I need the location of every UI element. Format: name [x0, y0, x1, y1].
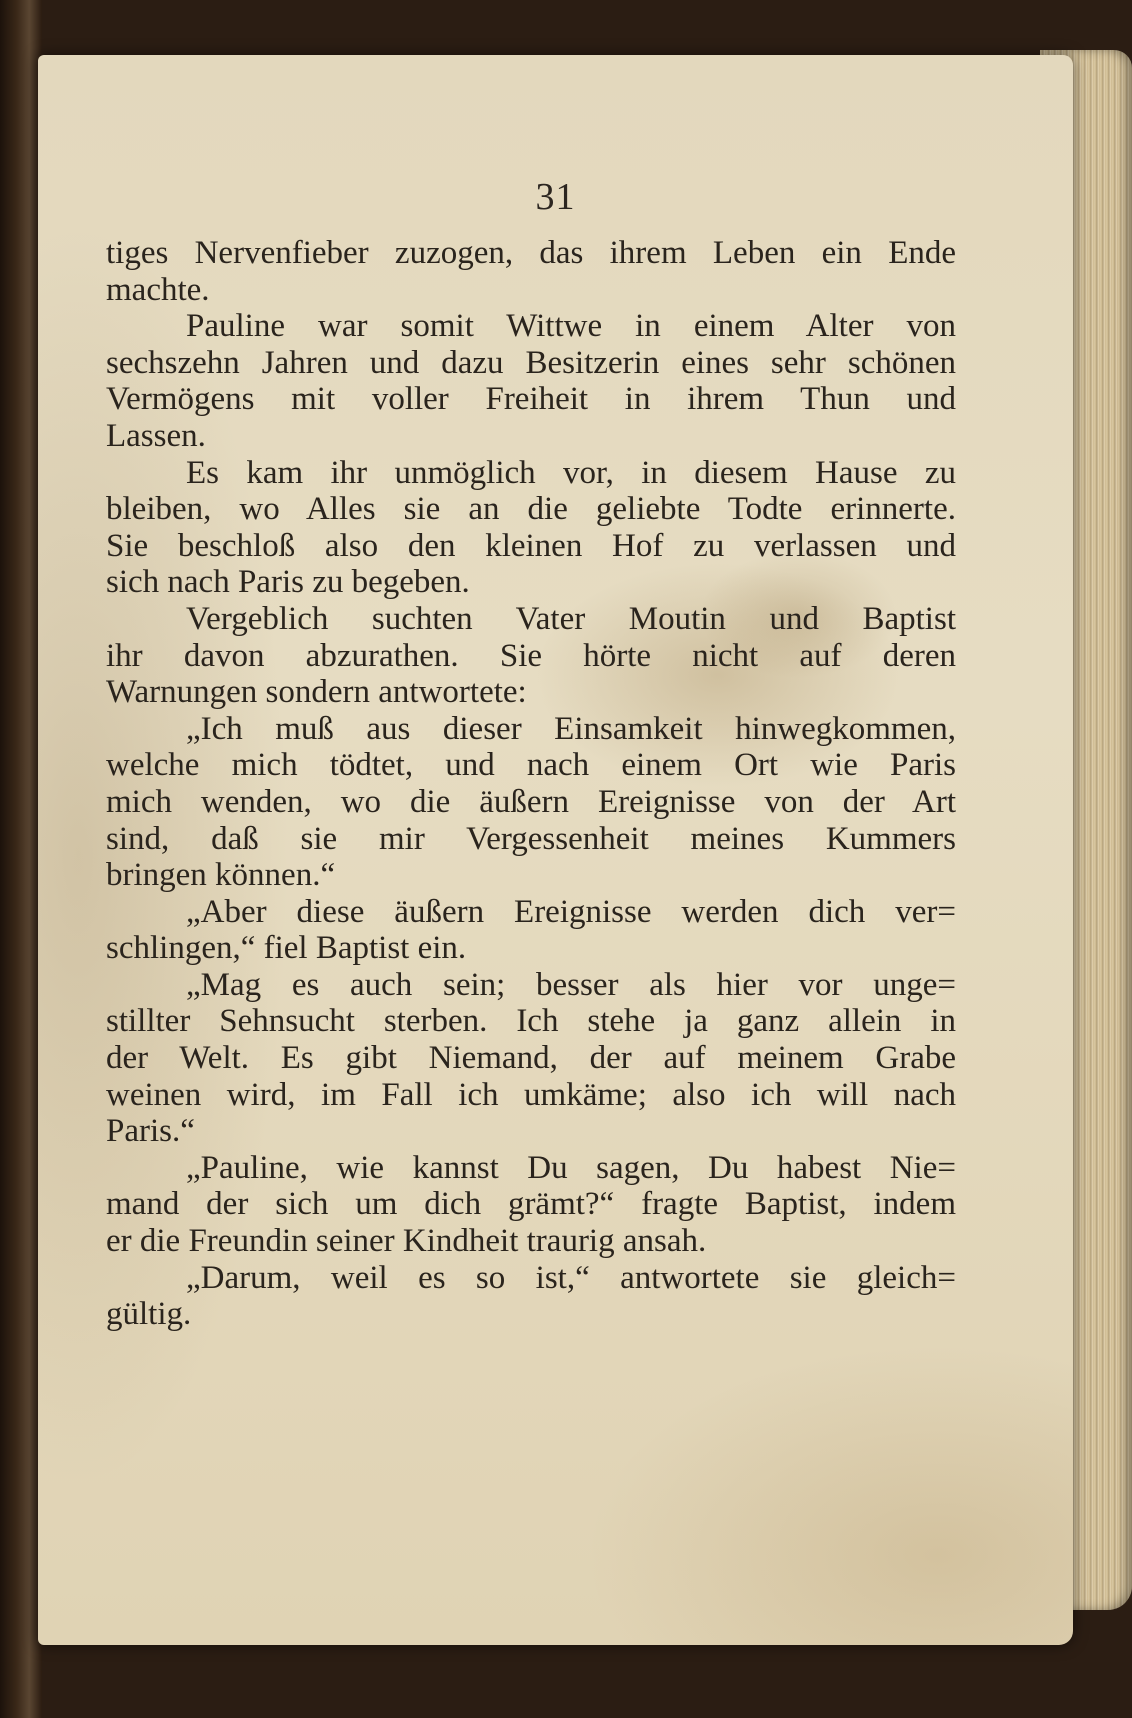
text-line: sich nach Paris zu begeben. [106, 564, 470, 601]
text-line: mich wenden, wo die äußern Ereignisse von der Art [106, 783, 956, 820]
text-line: gültig. [106, 1296, 192, 1333]
text-line: machte. [106, 271, 210, 308]
body-text [106, 235, 956, 1333]
text-line: schlingen,“ fiel Baptist ein. [106, 930, 467, 967]
page-number: 31 [535, 176, 576, 218]
text-line: Warnungen sondern antwortete: [106, 674, 527, 711]
text-line: mand der sich um dich grämt?“ fragte Baptist, indem [106, 1186, 956, 1223]
text-line: Es kam ihr unmöglich vor, in diesem Hause zu [186, 454, 956, 491]
book-binding [0, 0, 42, 1718]
book-page [38, 55, 1073, 1645]
text-line: „Ich muß aus dieser Einsamkeit hinwegkommen, [186, 710, 956, 747]
text-line: tiges Nervenfieber zuzogen, das ihrem Leben ein Ende [106, 235, 956, 271]
text-line: Sie beschloß also den kleinen Hof zu verlassen und [106, 527, 956, 564]
text-line: der Welt. Es gibt Niemand, der auf meinem Grabe [106, 1040, 956, 1077]
text-line: bleiben, wo Alles sie an die geliebte Todte erinnerte. [106, 491, 956, 528]
text-line: stillter Sehnsucht sterben. Ich stehe ja ganz allein in [106, 1003, 956, 1040]
text-line: „Mag es auch sein; besser als hier vor unge= [186, 966, 956, 1003]
text-line: Vermögens mit voller Freiheit in ihrem Thun und [106, 381, 956, 418]
text-line: bringen können.“ [106, 857, 336, 894]
text-line: „Darum, weil es so ist,“ antwortete sie gleich= [186, 1259, 956, 1296]
text-line: weinen wird, im Fall ich umkäme; also ich will nach [106, 1076, 956, 1113]
text-line: er die Freundin seiner Kindheit traurig ansah. [106, 1223, 707, 1260]
text-line: sind, daß sie mir Vergessenheit meines Kummers [106, 820, 956, 857]
text-line: Pauline war somit Wittwe in einem Alter von [186, 308, 956, 345]
text-line: ihr davon abzurathen. Sie hörte nicht auf deren [106, 637, 956, 674]
text-line: welche mich tödtet, und nach einem Ort wie Paris [106, 747, 956, 784]
text-line: „Pauline, wie kannst Du sagen, Du habest Nie= [186, 1149, 956, 1186]
text-line: Vergeblich suchten Vater Moutin und Baptist [186, 600, 956, 637]
text-line: Lassen. [106, 417, 206, 454]
text-line: Paris.“ [106, 1113, 195, 1150]
text-line: „Aber diese äußern Ereignisse werden dich ver= [186, 893, 956, 930]
text-line: sechszehn Jahren und dazu Besitzerin eines sehr schönen [106, 344, 956, 381]
